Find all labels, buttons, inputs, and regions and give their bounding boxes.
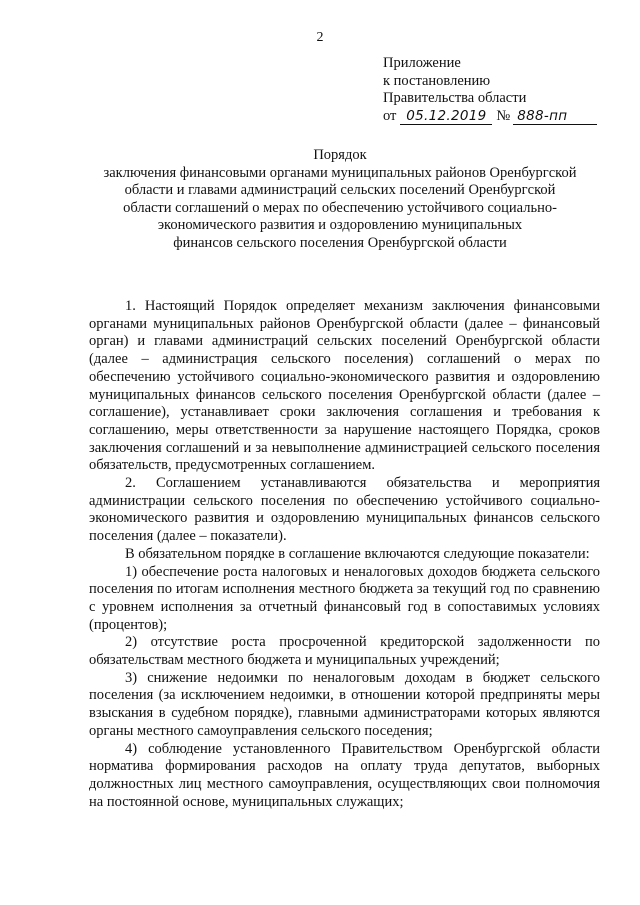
paragraph: 3) снижение недоимки по неналоговым доходам в бюджет сельского поселения (за исключением недоимки, в отношении которой предприняты меры взыскания в судебном порядке), главными администраторами которых являются органы местного самоуправления сельского поседения; [89,669,600,739]
appendix-stamp [383,55,597,125]
page-number: 2 [316,30,324,45]
title-line: области соглашений о мерах по обеспечению устойчивого социально- [123,199,557,216]
appendix-line-3: Правительства области [383,90,527,106]
title-heading: Порядок [313,147,367,163]
appendix-line-2: к постановлению [383,72,491,89]
number-label: № [496,107,511,124]
appendix-date-line [383,108,597,126]
handwritten-number: 888-пп [513,109,597,125]
paragraph: 1. Настоящий Порядок определяет механизм заключения финансовыми органами муниципальных районов Оренбургской области (далее – финансовый орган) и главами администраций сельских поселений Оренбургской области (далее – администрация сельского поселения) соглашений о мерах по обеспечению устойчивого социально-экономического развития и оздоровлению муниципальных финансов сельского поселения Оренбургской области (далее – соглашение), устанавливает сроки заключения соглашения и требования к соглашению, меры ответственности за нарушение настоящего Порядка, сроков заключения соглашений и за невыполнение администрацией сельского поселения обязательств, предусмотренных соглашением. [89,298,600,474]
paragraph: 2) отсутствие роста просроченной кредиторской задолженности по обязательствам местного бюджета и муниципальных учреждений; [89,634,600,669]
paragraph: 2. Соглашением устанавливаются обязательства и мероприятия администрации сельского поселения по обеспечению устойчивого социально-экономического развития и оздоровлению муниципальных финансов сельского поселения (далее – показатели). [89,475,600,545]
document-body [89,298,600,811]
handwritten-date: 05.12.2019 [400,109,492,125]
document-title [60,147,620,252]
paragraph: 4) соблюдение установленного Правительством Оренбургской области норматива формирования расходов на оплату труда депутатов, выборных должностных лиц местного самоуправления, осуществляющих свои полномочия на постоянной основе, муниципальных служащих; [89,740,600,810]
appendix-line-1: Приложение [383,55,461,71]
title-line: финансов сельского поселения Оренбургской области [173,234,507,251]
title-line: области и главами администраций сельских поселений Оренбургской [124,182,556,198]
title-line: заключения финансовыми органами муниципальных районов Оренбургской [103,164,577,181]
from-label: от [383,107,397,124]
title-line: экономического развития и оздоровлению муниципальных [157,217,523,233]
paragraph: 1) обеспечение роста налоговых и неналоговых доходов бюджета сельского поселения по итогам исполнения местного бюджета за текущий год по сравнению с уровнем исполнения за отчетный финансовый год в сопоставимых условиях (процентов); [89,563,600,633]
paragraph: В обязательном порядке в соглашение включаются следующие показатели: [125,545,590,562]
